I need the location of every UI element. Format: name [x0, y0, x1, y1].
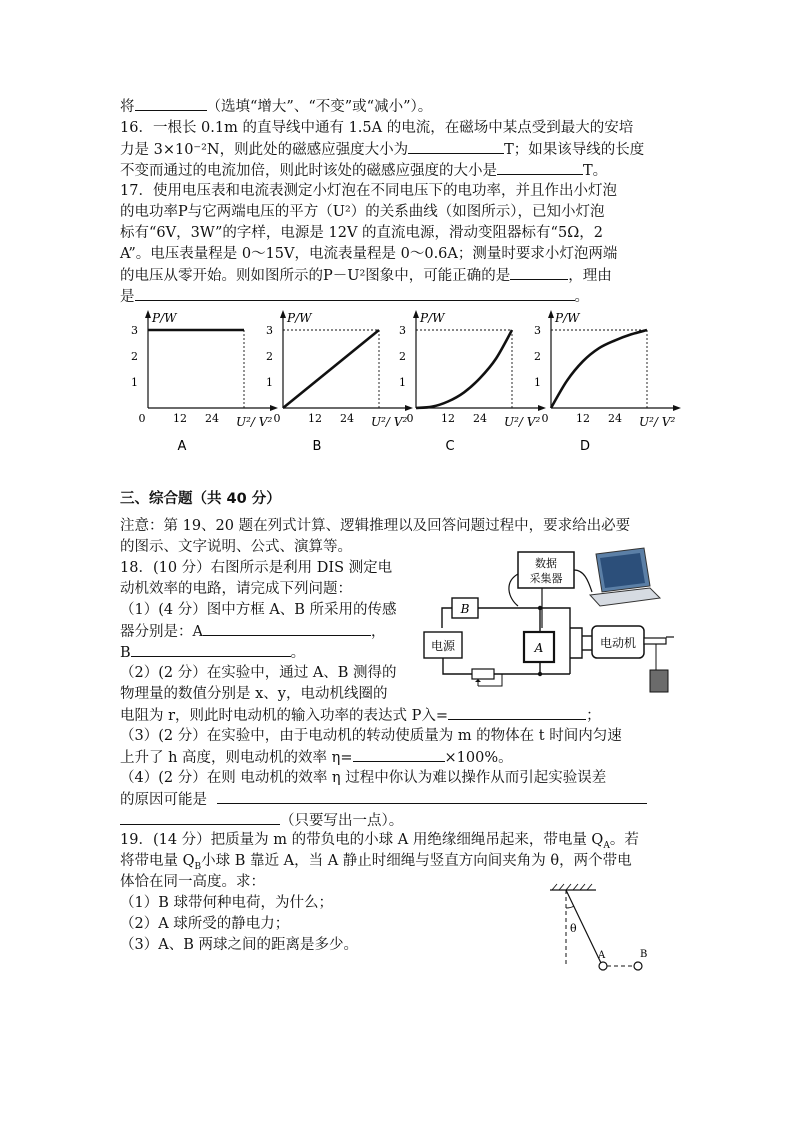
q17-blank2	[135, 286, 575, 301]
graph-B-x-tick: 24	[340, 412, 354, 425]
graph-C-y-arrow	[413, 310, 419, 318]
graph-D-x-tick: 24	[608, 412, 622, 425]
sensor-a-label: A	[534, 641, 544, 655]
q17-blank1	[510, 265, 568, 280]
graph-A-y-arrow	[145, 310, 151, 318]
section-3-note1: 注意：第 19、20 题在列式计算、逻辑推理以及回答问题过程中，要求给出必要	[120, 518, 631, 534]
graph-D-y-tick: 1	[534, 376, 541, 389]
hanging-weight	[650, 670, 668, 692]
motor-shaft	[644, 638, 666, 644]
q18-line3: （1）(4 分）图中方框 A、B 所采用的传感	[120, 602, 397, 618]
q18-blank-reason1	[217, 789, 647, 804]
graph-A-x-label: U²/ V²	[236, 415, 273, 429]
q19-line1: 19．(14 分）把质量为 m 的带负电的小球 A 用绝缘细绳吊起来，带电量 $Q_A$。若	[120, 832, 639, 851]
graph-B-y-tick: 1	[266, 376, 273, 389]
graph-D-guide	[551, 330, 647, 408]
q18-blank-b	[131, 642, 291, 657]
graph-A-caption: A	[177, 439, 187, 454]
graph-C-x-tick: 12	[441, 412, 455, 425]
q18-line9: （3）(2 分）在实验中，由于电动机的转动使质量为 m 的物体在 t 时间内匀速	[120, 728, 622, 744]
ball-a	[599, 962, 607, 970]
data-collector-label1: 数据	[535, 557, 557, 570]
graph-D-curve	[551, 330, 647, 408]
q16-blank2	[497, 160, 583, 175]
graph-B-y-tick: 2	[266, 350, 273, 363]
q15-suffix: （选填“增大”、“不变”或“减小”）。	[206, 99, 433, 115]
graph-C-guide	[416, 330, 512, 408]
section-3-title: 三、综合题（共 40 分）	[120, 491, 281, 507]
q19-line4: （1）B 球带何种电荷，为什么；	[120, 895, 333, 911]
q18-blank-reason2	[120, 810, 280, 825]
graph-C-caption: C	[445, 439, 455, 454]
q19-line3: 体恰在同一高度。求：	[120, 874, 265, 890]
graph-A-y-tick: 3	[131, 324, 138, 337]
pendulum-diagram	[540, 878, 670, 978]
q17-line3: 标有“6V，3W”的字样，电源是 12V 的直流电源，滑动变阻器标有“5Ω，2	[120, 225, 603, 241]
graph-B-y-label: P/W	[287, 311, 312, 325]
q18-line2: 动机效率的电路，请完成下列问题：	[120, 581, 352, 597]
graph-C-y-tick: 1	[399, 376, 406, 389]
graph-A-y-label: P/W	[152, 311, 177, 325]
q18-line11: （4）(2 分）在则 电动机的效率 η 过程中你认为难以操作从而引起实验误差	[120, 770, 607, 786]
ball-a-label: A	[598, 950, 606, 961]
graph-B-x-tick: 12	[308, 412, 322, 425]
graph-D-y-tick: 3	[534, 324, 541, 337]
dis-motor-circuit	[412, 540, 682, 700]
q18-blank-a	[203, 621, 371, 636]
graph-D-y-arrow	[548, 310, 554, 318]
rheostat	[472, 669, 494, 679]
graph-A-x-tick: 12	[173, 412, 187, 425]
graph-D-y-label: P/W	[555, 311, 580, 325]
graph-D-x-tick: 0	[541, 412, 549, 425]
theta-label: θ	[570, 922, 577, 935]
graph-C-x-arrow	[538, 405, 546, 411]
q19-line5: （2）A 球所受的静电力；	[120, 916, 290, 932]
q16-line3: 不变而通过的电流加倍，则此时该处的磁感应强度的大小是 T。	[120, 160, 607, 181]
q18-line7: 物理量的数值分别是 x、y，电动机线圈的	[120, 686, 388, 702]
graph-B-caption: B	[312, 439, 322, 454]
p-u2-graphs	[110, 300, 700, 460]
data-collector-label2: 采集器	[529, 572, 563, 585]
q17-line4: A”。电压表量程是 0～15V，电流表量程是 0～0.6A；测量时要求小灯泡两端	[120, 246, 618, 262]
q18-blank-p	[448, 705, 586, 720]
graph-D-y-tick: 2	[534, 350, 541, 363]
graph-C-y-tick: 3	[399, 324, 406, 337]
graph-A-guide	[148, 330, 244, 408]
q19-line2: 将带电量 $Q_B$小球 B 靠近 A，当 A 静止时细绳与竖直方向间夹角为 θ，两个带电	[120, 853, 632, 872]
graph-A-y-tick: 1	[131, 376, 138, 389]
q17-line5: 的电压从零开始。则如图所示的P－U²图象中，可能正确的是 ，理由	[120, 265, 612, 286]
graph-C-x-label: U²/ V²	[504, 415, 541, 429]
q18-line12: 的原因可能是	[120, 789, 647, 810]
graph-C-x-tick: 24	[473, 412, 487, 425]
graph-B-x-tick: 0	[273, 412, 281, 425]
graph-C-x-tick: 0	[406, 412, 414, 425]
q15-prefix: 将	[120, 99, 135, 115]
laptop-icon	[590, 548, 660, 606]
q19-line6: （3）A、B 两球之间的距离是多少。	[120, 937, 358, 953]
q16-line1: 16．一根长 0.1m 的直导线中通有 1.5A 的电流，在磁场中某点受到最大的安培	[120, 120, 634, 136]
q18-line10: 上升了 h 高度，则电动机的效率 η= ×100%。	[120, 747, 513, 768]
q18-blank-eta	[353, 747, 445, 762]
graph-D-x-label: U²/ V²	[639, 415, 676, 429]
graph-A-x-arrow	[270, 405, 278, 411]
graph-D-x-arrow	[673, 405, 681, 411]
q15-blank	[135, 96, 207, 111]
q15-line	[120, 96, 432, 117]
q18-line6: （2）(2 分）在实验中，通过 A、B 测得的	[120, 665, 397, 681]
q17-line6: 是 。	[120, 286, 589, 307]
section-3-note2: 的图示、文字说明、公式、演算等。	[120, 539, 352, 555]
q16-line2: 力是 3×10⁻²N，则此处的磁感应强度大小为 T；如果该导线的长度	[120, 139, 644, 160]
ball-b	[634, 962, 642, 970]
ball-b-label: B	[640, 949, 648, 960]
power-label: 电源	[430, 639, 456, 653]
q18-line5: B 。	[120, 642, 305, 663]
q17-line2: 的电功率P与它两端电压的平方（U²）的关系曲线（如图所示），已知小灯泡	[120, 204, 605, 220]
graph-A-x-tick: 0	[138, 412, 146, 425]
graph-B-y-tick: 3	[266, 324, 273, 337]
graph-D-caption: D	[579, 439, 591, 454]
graph-C-y-tick: 2	[399, 350, 406, 363]
q18-line13: （只要写出一点）。	[120, 810, 403, 831]
ceiling-hatch	[552, 884, 592, 890]
q18-line8: 电阻为 r，则此时电动机的输入功率的表达式 P入= ；	[120, 705, 601, 726]
sensor-b-label: B	[460, 602, 470, 616]
graph-A-y-tick: 2	[131, 350, 138, 363]
graph-B-x-arrow	[405, 405, 413, 411]
q18-line4: 器分别是：A ，	[120, 621, 385, 642]
graph-B-x-label: U²/ V²	[371, 415, 408, 429]
q18-line1: 18．(10 分）右图所示是利用 DIS 测定电	[120, 560, 393, 576]
graph-B-curve	[283, 330, 379, 408]
graph-C-y-label: P/W	[420, 311, 445, 325]
graph-D-x-tick: 12	[576, 412, 590, 425]
q16-blank1	[408, 139, 504, 154]
motor-label: 电动机	[599, 636, 637, 650]
graph-A-x-tick: 24	[205, 412, 219, 425]
q17-line1: 17．使用电压表和电流表测定小灯泡在不同电压下的电功率，并且作出小灯泡	[120, 183, 617, 199]
graph-B-y-arrow	[280, 310, 286, 318]
graph-C-curve	[416, 330, 512, 408]
